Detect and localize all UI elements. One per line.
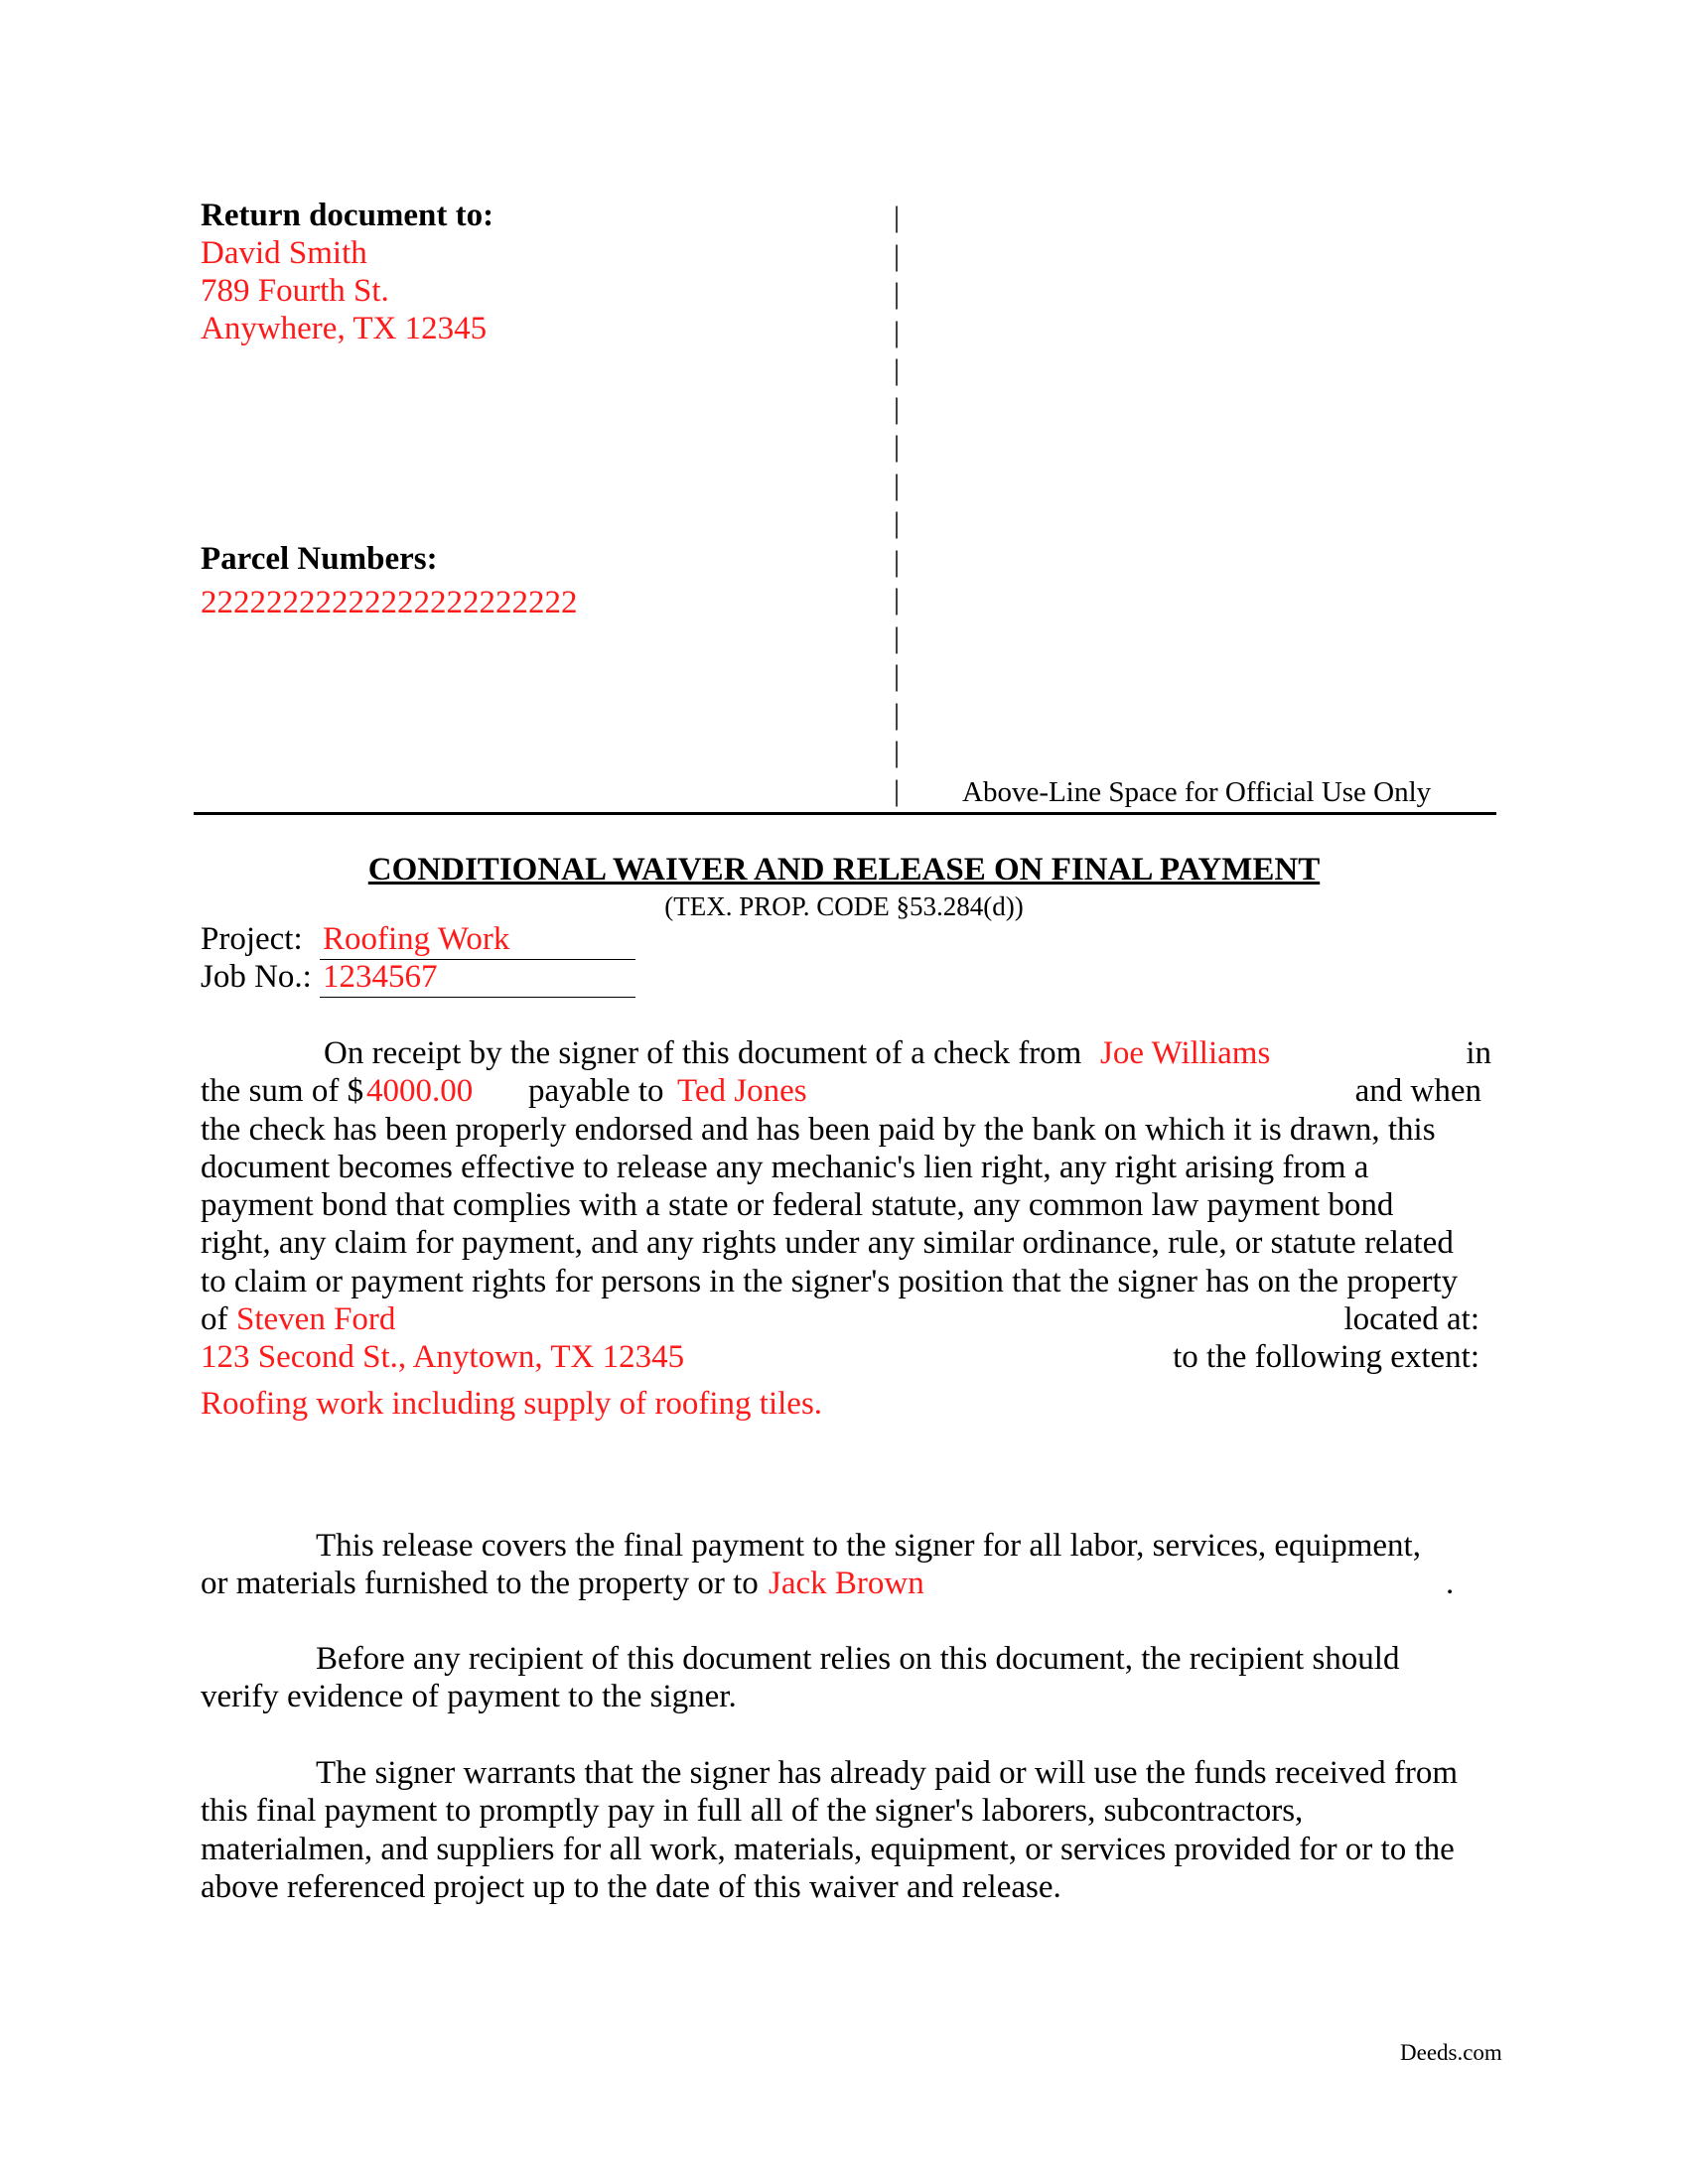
- para1-line: document becomes effective to release any mechanic's lien right, any right arising from a: [201, 1149, 1369, 1185]
- return-street: 789 Fourth St.: [201, 273, 389, 309]
- divider-char: |: [893, 277, 900, 310]
- job-value: 1234567: [323, 959, 438, 995]
- divider-char: |: [893, 468, 900, 501]
- release-extent: Roofing work including supply of roofing tiles.: [201, 1385, 823, 1422]
- parcel-value: 22222222222222222222222: [201, 585, 578, 620]
- divider-char: |: [893, 773, 900, 807]
- divider-char: |: [893, 620, 900, 654]
- para3-line: verify evidence of payment to the signer.: [201, 1679, 737, 1715]
- divider-char: |: [893, 430, 900, 463]
- job-underline: [320, 997, 635, 998]
- para4-line: above referenced project up to the date of this waiver and release.: [201, 1868, 1061, 1905]
- warranty-paragraph: [201, 1754, 1491, 1906]
- para1-line: the check has been properly endorsed and has been paid by the bank on which it is drawn, this: [201, 1111, 1436, 1148]
- para4-line: The signer warrants that the signer has already paid or will use the funds received from: [316, 1755, 1459, 1791]
- project-value: Roofing Work: [323, 921, 510, 957]
- para1-line: to claim or payment rights for persons in the signer's position that the signer has on the property: [201, 1263, 1459, 1299]
- document-title: CONDITIONAL WAIVER AND RELEASE ON FINAL PAYMENT: [367, 852, 1321, 887]
- para1-text: in: [1466, 1035, 1491, 1071]
- verification-paragraph: [201, 1640, 1491, 1716]
- coverage-paragraph: [201, 1527, 1491, 1603]
- job-label: Job No.:: [201, 959, 312, 995]
- furnished-to-name: Jack Brown: [769, 1566, 924, 1602]
- payment-amount: 4000.00: [366, 1073, 474, 1110]
- para1-line: right, any claim for payment, and any rights under any similar ordinance, rule, or statute related: [201, 1225, 1454, 1262]
- para1-text: and when: [1354, 1073, 1481, 1110]
- para2-end: .: [1446, 1566, 1455, 1602]
- divider-char: |: [893, 391, 900, 425]
- divider-char: |: [893, 201, 900, 233]
- divider-char: |: [893, 353, 900, 386]
- para1-text: On receipt by the signer of this document of a check from: [324, 1035, 1082, 1071]
- check-from-name: Joe Williams: [1100, 1035, 1271, 1071]
- para1-text: payable to: [528, 1073, 664, 1110]
- recording-line: [194, 812, 1496, 815]
- release-paragraph: [201, 1034, 1491, 1423]
- para1-text: located at:: [1343, 1301, 1479, 1338]
- para3-line: Before any recipient of this document relies on this document, the recipient should: [316, 1641, 1400, 1677]
- para2-line: This release covers the final payment to the signer for all labor, services, equipment,: [316, 1528, 1421, 1564]
- divider-char: |: [893, 659, 900, 692]
- property-address: 123 Second St., Anytown, TX 12345: [201, 1339, 685, 1376]
- para4-line: materialmen, and suppliers for all work, materials, equipment, or services provided for or to the: [201, 1831, 1455, 1867]
- divider-char: |: [893, 736, 900, 768]
- parcel-block: [201, 540, 578, 621]
- return-address-block: [201, 197, 493, 347]
- project-label: Project:: [201, 921, 303, 957]
- parcel-label: Parcel Numbers:: [201, 541, 438, 577]
- divider-char: |: [893, 544, 900, 578]
- vertical-divider: [887, 199, 907, 814]
- return-name: David Smith: [201, 235, 367, 271]
- divider-char: |: [893, 315, 900, 348]
- divider-char: |: [893, 697, 900, 731]
- official-use-note: Above-Line Space for Official Use Only: [962, 776, 1432, 808]
- payee-name: Ted Jones: [677, 1073, 807, 1110]
- para1-text: of: [201, 1301, 228, 1338]
- para4-line: this final payment to promptly pay in full all of the signer's laborers, subcontractors,: [201, 1793, 1304, 1830]
- para1-text: the sum of $: [201, 1073, 364, 1110]
- divider-char: |: [893, 506, 900, 539]
- return-city: Anywhere, TX 12345: [201, 311, 488, 346]
- divider-char: |: [893, 238, 900, 272]
- return-label: Return document to:: [201, 198, 494, 233]
- para2-text: or materials furnished to the property or to: [201, 1566, 759, 1602]
- footer-brand: Deeds.com: [1400, 2040, 1502, 2065]
- para1-text: to the following extent:: [1173, 1339, 1479, 1376]
- owner-name: Steven Ford: [236, 1301, 396, 1338]
- document-subtitle: (TEX. PROP. CODE §53.284(d)): [664, 891, 1024, 921]
- para1-line: payment bond that complies with a state or federal statute, any common law payment bond: [201, 1187, 1394, 1224]
- divider-char: |: [893, 583, 900, 615]
